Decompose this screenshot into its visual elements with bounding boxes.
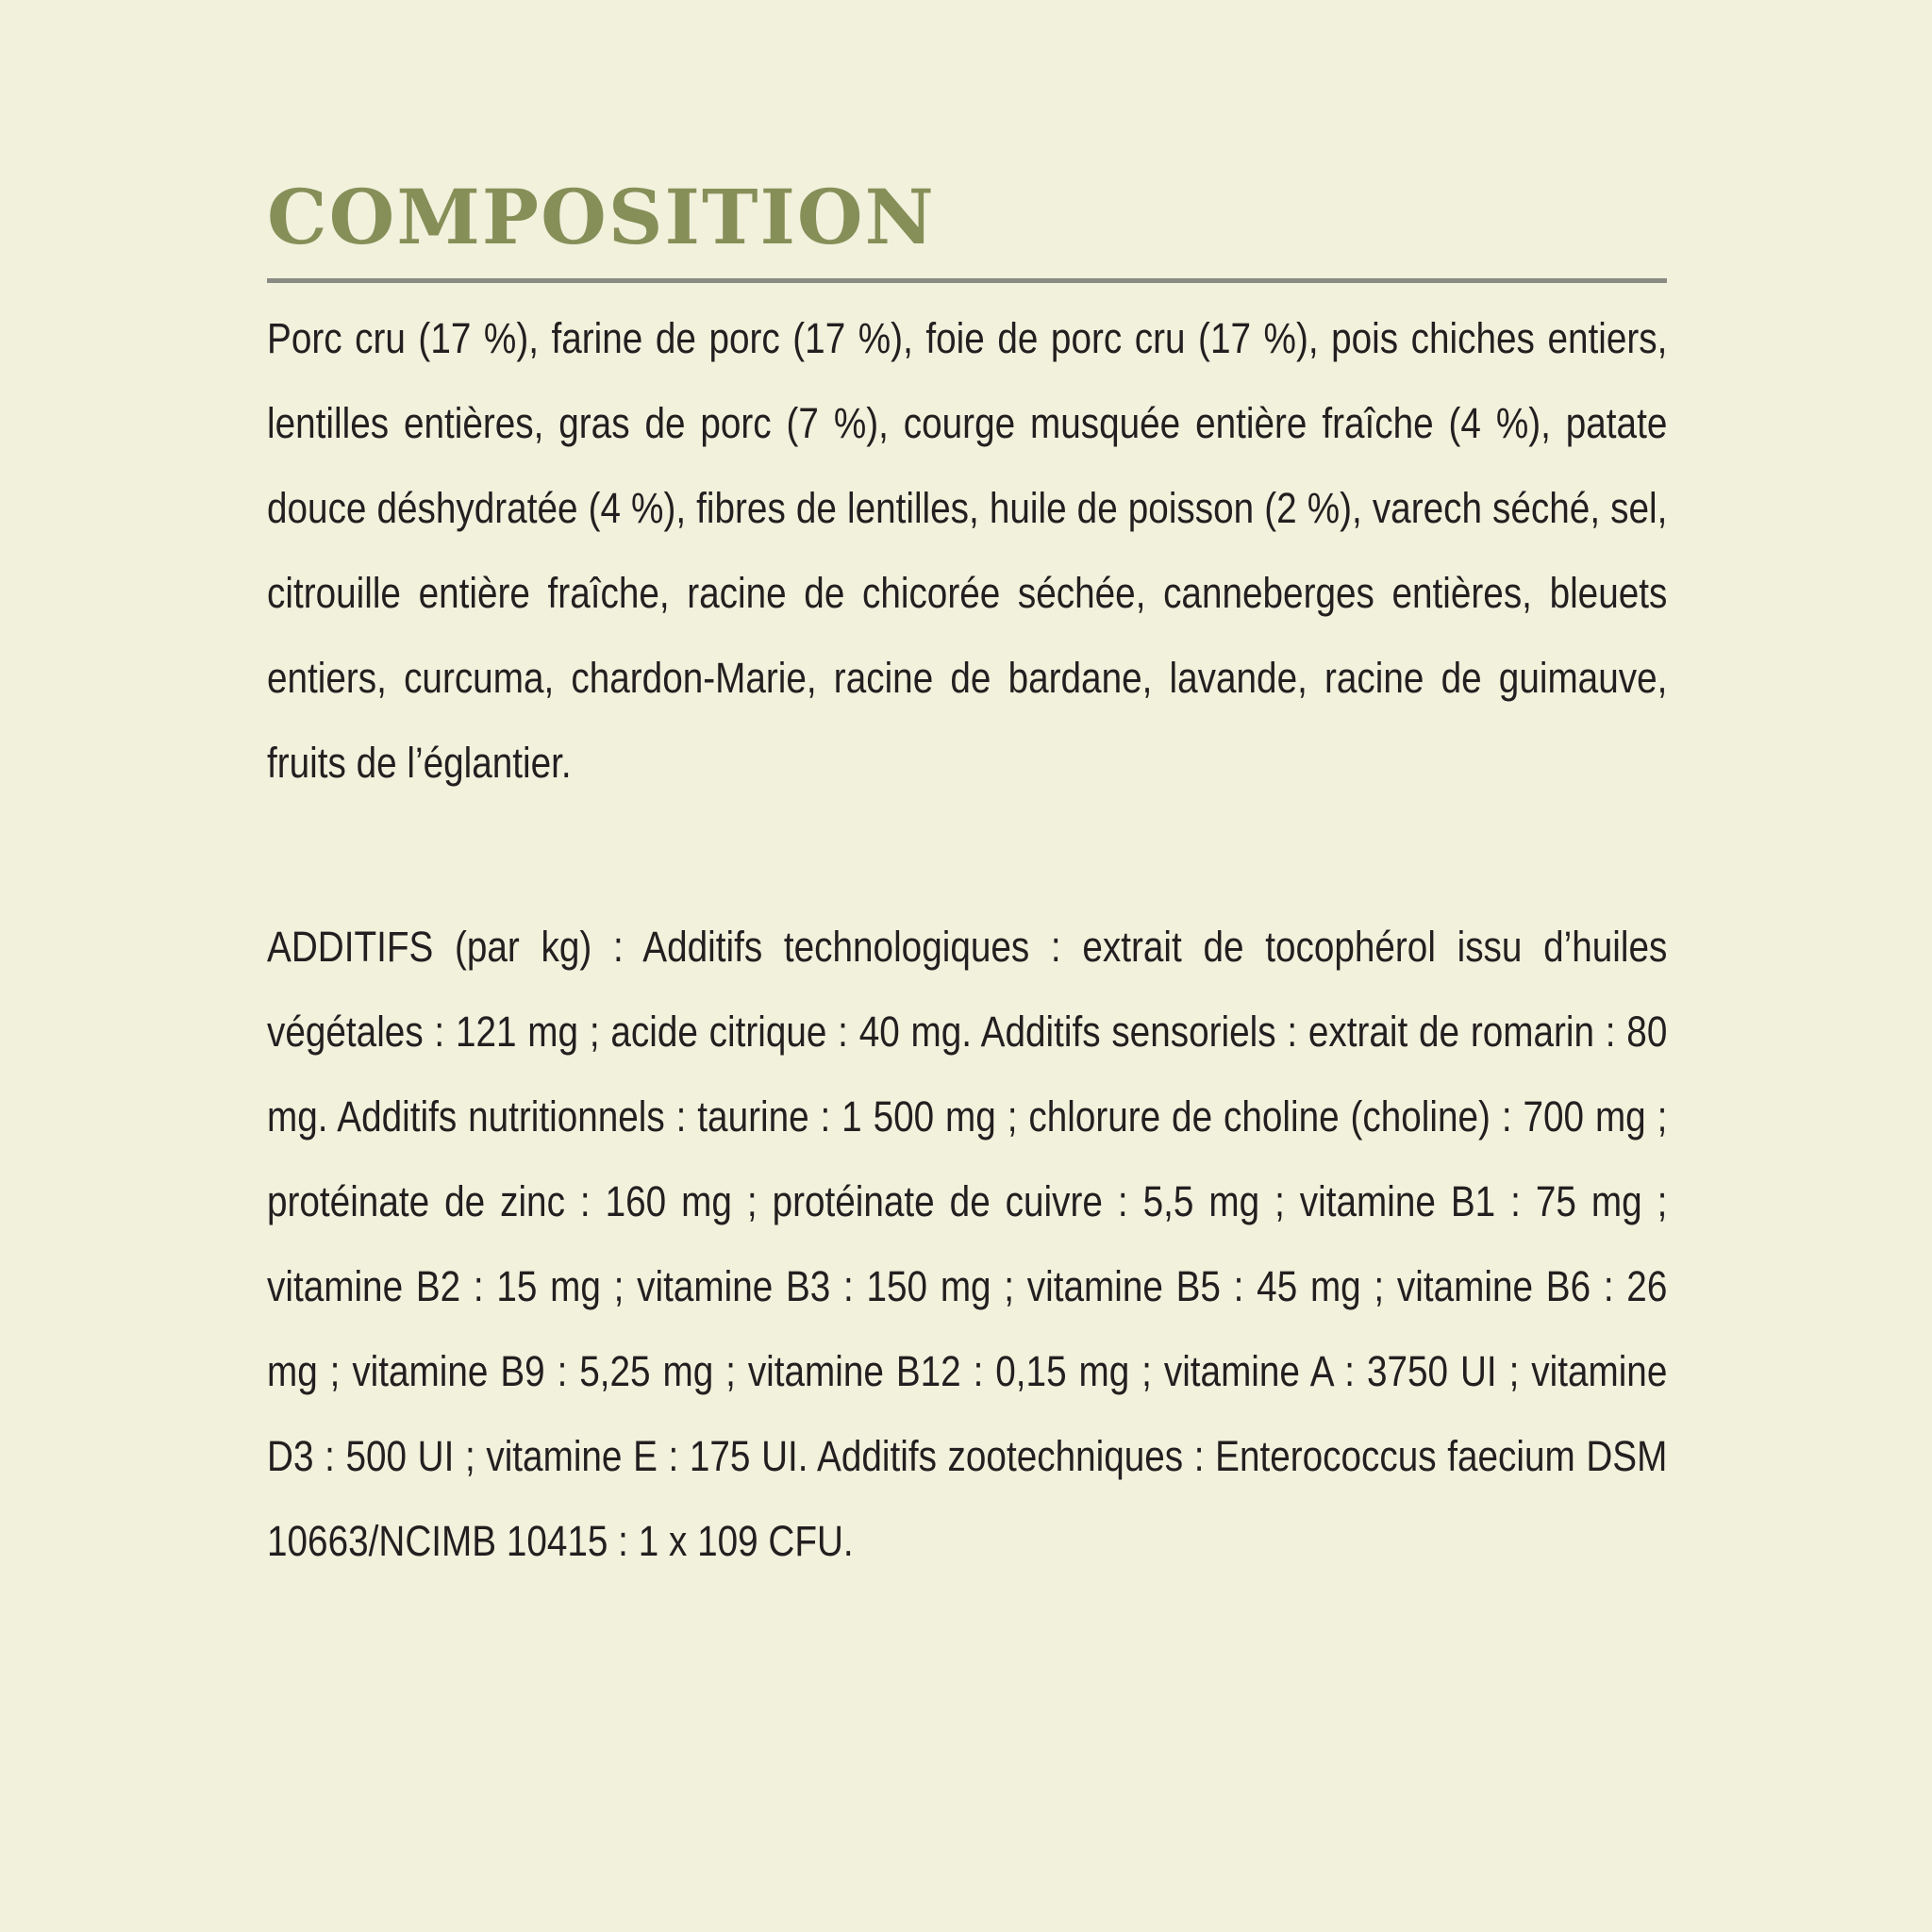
ingredients-paragraph: Porc cru (17 %), farine de porc (17 %), foie de porc cru (17 %), pois chiches entiers, lentilles entières, gras de porc (7 %), courge musquée entière fraîche (4 %), patate douce déshydratée (4 %), fibres de lentilles, huile de poisson (2 %), varech séché, sel, citrouille entière fraîche, racine de chicorée séchée, canneberges entières, bleuets entiers, curcuma, chardon-Marie, racine de bardane, lavande, racine de guimauve, fruits de l’églantier.: [267, 314, 1668, 787]
composition-heading: COMPOSITION: [267, 173, 936, 261]
additives-paragraph: ADDITIFS (par kg) : Additifs technologiques : extrait de tocophérol issu d’huiles végétales : 121 mg ; acide citrique : 40 mg. Additifs sensoriels : extrait de romarin : 80 mg. Additifs nutritionnels : taurine : 1 500 mg ; chlorure de choline (choline) : 700 mg ; protéinate de zinc : 160 mg ; protéinate de cuivre : 5,5 mg ; vitamine B1 : 75 mg ; vitamine B2 : 15 mg ; vitamine B3 : 150 mg ; vitamine B5 : 45 mg ; vitamine B6 : 26 mg ; vitamine B9 : 5,25 mg ; vitamine B12 : 0,15 mg ; vitamine A : 3750 UI ; vitamine D3 : 500 UI ; vitamine E : 175 UI. Additifs zootechniques : Enterococcus faecium DSM 10663/NCIMB 10415 : 1 x 109 CFU.: [267, 923, 1668, 1565]
heading-divider: [267, 278, 1667, 283]
